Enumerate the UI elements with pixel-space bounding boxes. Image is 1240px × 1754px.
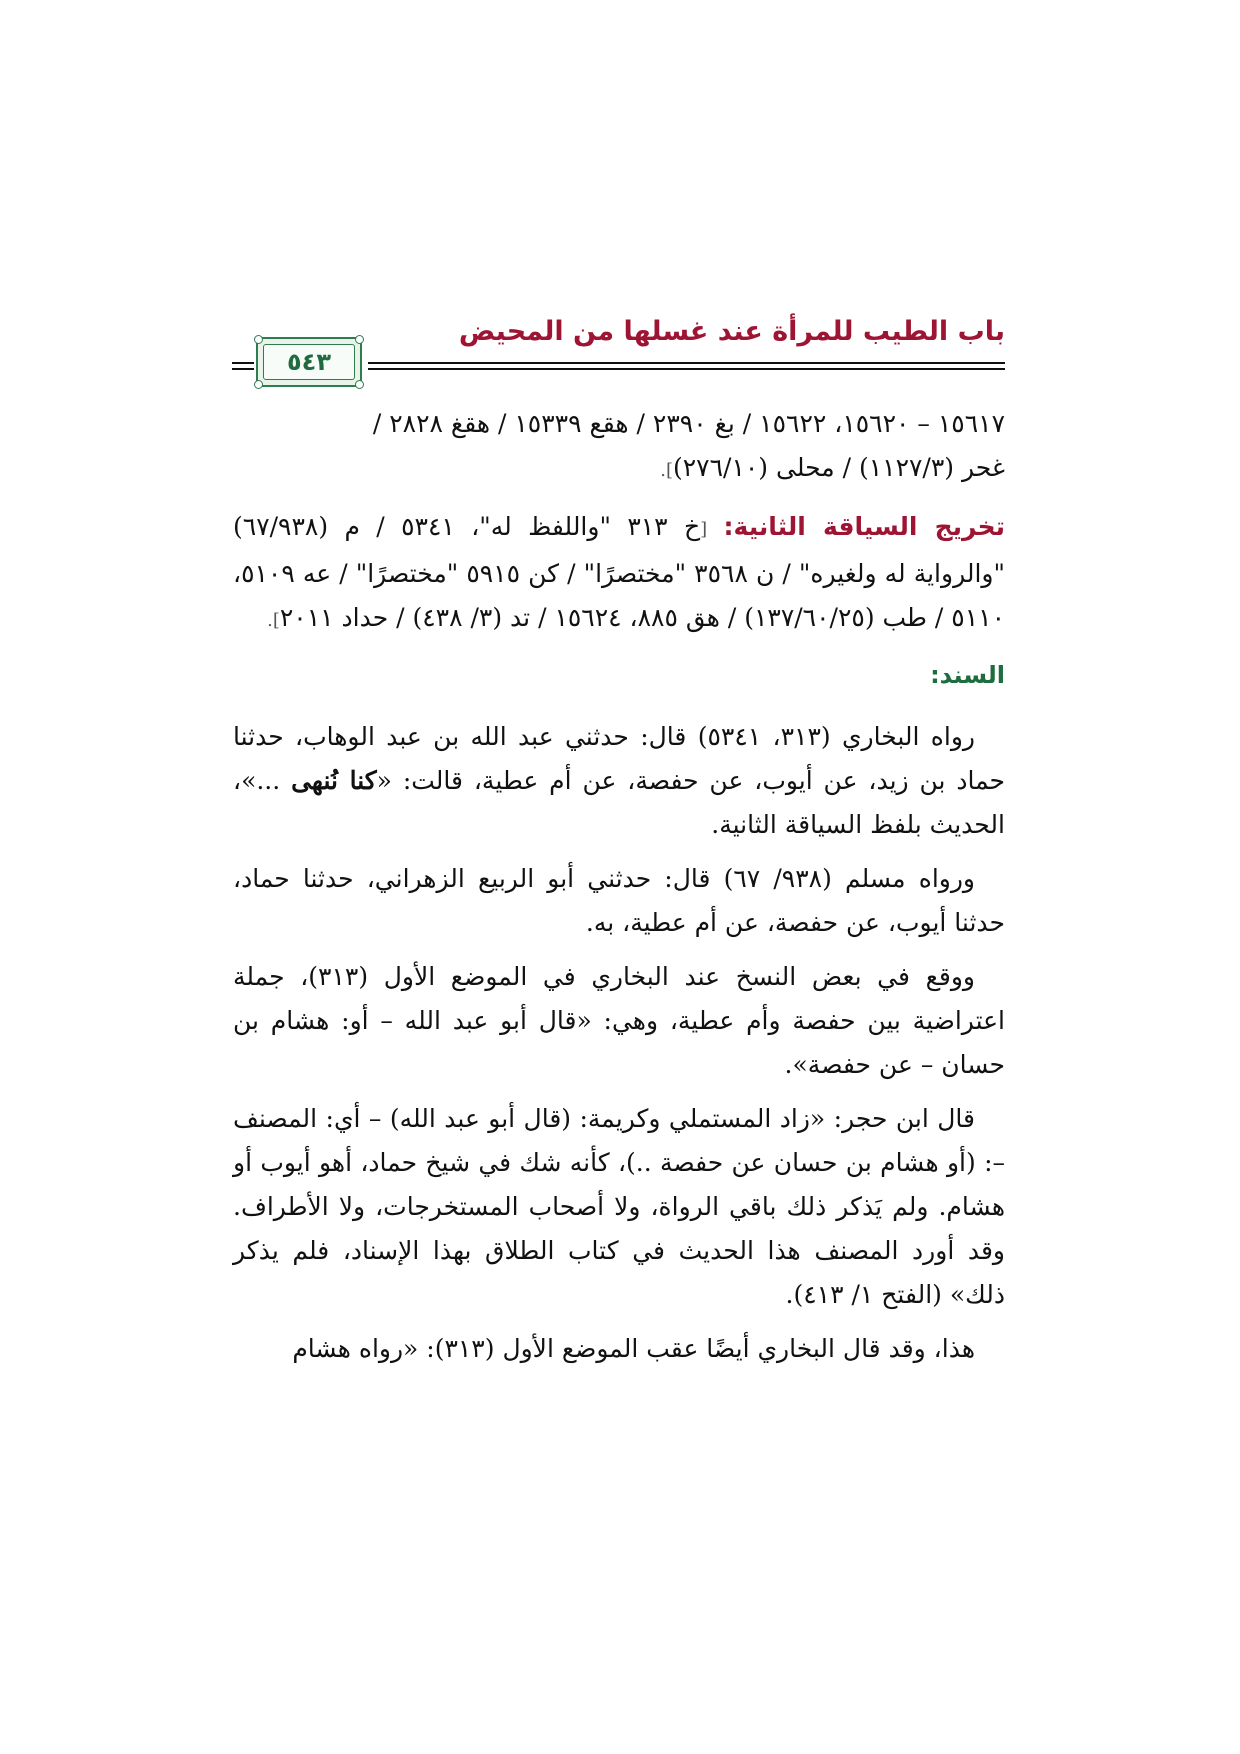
page-number: ٥٤٣ <box>287 348 331 376</box>
body-paragraph: ورواه مسلم (٩٣٨/ ٦٧) قال: حدثني أبو الربيع الزهراني، حدثنا حماد، حدثنا أيوب، عن حفصة، عن أم عطية، به. <box>233 864 1005 937</box>
header-rule <box>368 362 1005 364</box>
takhrij-text: خ ٣١٣ "واللفظ له"، ٥٣٤١ / م (٦٧/٩٣٨) "والرواية له ولغيره" / ن ٣٥٦٨ "مختصرًا" / كن ٥٩١٥ "مختصرًا" / عه ٥١٠٩، ٥١١٠ / طب (١٣٧/٦٠/٢٥) / هق ٨٨٥، ١٥٦٢٤ / تد (٣/ ٤٣٨) / حداد ٢٠١١ <box>233 512 1006 632</box>
header-rule-left <box>232 368 254 370</box>
takhrij-heading: تخريج السياقة الثانية: <box>723 512 1005 541</box>
ornament-icon <box>355 335 364 344</box>
ornament-icon <box>355 380 364 389</box>
takhrij-paragraph <box>233 505 1005 643</box>
sanad-heading: السند: <box>930 661 1005 689</box>
sources-continuation <box>233 402 1005 493</box>
bracket-close: ]. <box>660 460 673 481</box>
sources-line: ١٥٦١٧ – ١٥٦٢٠، ١٥٦٢٢ / بغ ٢٣٩٠ / هقع ١٥٣٣٩ / هقغ ٢٨٢٨ / <box>372 409 1005 438</box>
paragraph-text: رواه البخاري (٣١٣، ٥٣٤١) قال: حدثني عبد الله بن عبد الوهاب، حدثنا حماد بن زيد، عن أيوب، عن حفصة، عن أم عطية، قالت: « <box>233 722 1005 795</box>
body-paragraph: قال ابن حجر: «زاد المستملي وكريمة: (قال أبو عبد الله) – أي: المصنف –: (أو هشام بن حسان عن حفصة ..)، كأنه شك في شيخ حماد، أهو أيوب أو هشام. ولم يَذكر ذلك باقي الرواة، ولا أصحاب المستخرجات، ولا الأطراف. وقد أورد المصنف هذا الحديث في كتاب الطلاق بهذا الإسناد، فلم يذكر ذلك» (الفتح ١/ ٤١٣). <box>233 1104 1005 1309</box>
ornament-icon <box>254 335 263 344</box>
body-paragraph: هذا، وقد قال البخاري أيضًا عقب الموضع الأول (٣١٣): «رواه هشام <box>292 1334 975 1363</box>
header-rule <box>368 368 1005 370</box>
header-rule-left <box>232 362 254 364</box>
ornament-icon <box>254 380 263 389</box>
page-body <box>233 402 1005 1381</box>
page-number-badge <box>256 337 362 387</box>
body-paragraph: ووقع في بعض النسخ عند البخاري في الموضع الأول (٣١٣)، جملة اعتراضية بين حفصة وأم عطية، وهي: «قال أبو عبد الله – أو: هشام بن حسان – عن حفصة». <box>233 962 1005 1079</box>
bracket-open: [ <box>700 519 708 540</box>
bracket-close: ]. <box>267 610 280 631</box>
body-paragraph <box>233 715 1005 847</box>
chapter-title: باب الطيب للمرأة عند غسلها من المحيض <box>458 316 1005 347</box>
paragraph-text: ...»، الحديث بلفظ السياقة الثانية. <box>233 766 1005 839</box>
hadith-quote: كنا نُنهى <box>291 766 377 795</box>
sources-line: غحر (١١٢٧/٣) / محلى (٢٧٦/١٠) <box>672 453 1005 482</box>
